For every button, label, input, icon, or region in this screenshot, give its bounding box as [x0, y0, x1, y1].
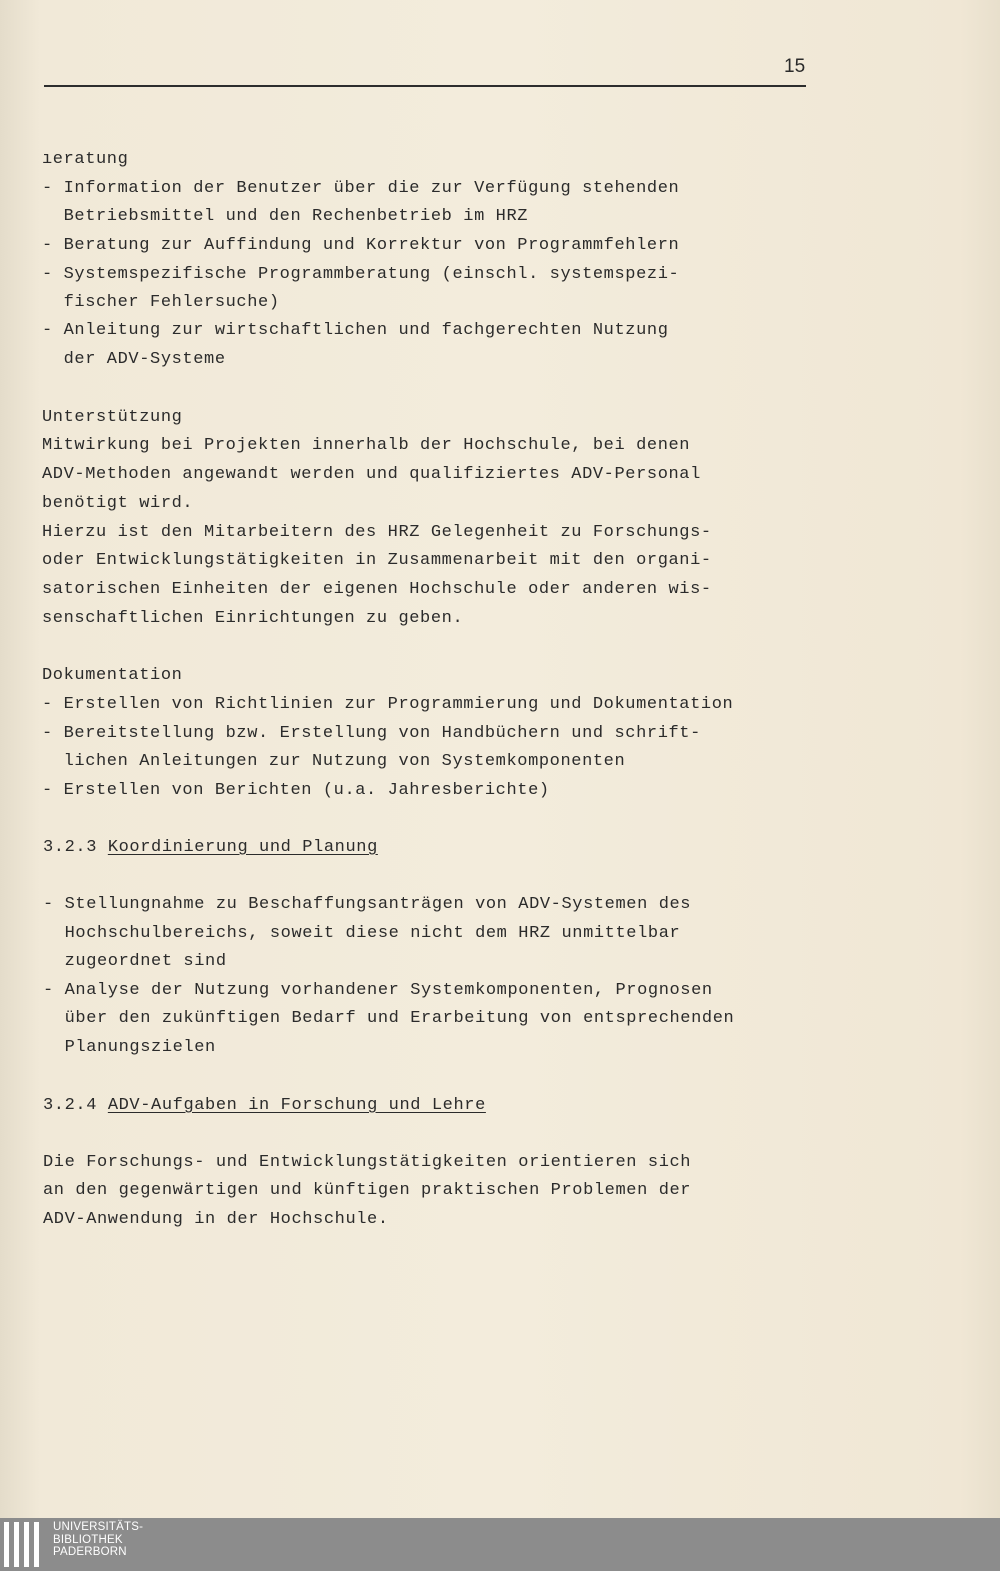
text-line: satorischen Einheiten der eigenen Hochschule oder anderen wis- — [42, 580, 712, 599]
logo-line: BIBLIOTHEK — [53, 1533, 123, 1546]
section-number: 3.2.3 — [43, 838, 98, 857]
library-bars-icon — [4, 1522, 48, 1567]
text-line: lichen Anleitungen zur Nutzung von Systemkomponenten — [42, 752, 626, 771]
text-line: Planungszielen — [43, 1038, 216, 1057]
text-line: ADV-Anwendung in der Hochschule. — [43, 1210, 389, 1229]
library-footer — [0, 1518, 1000, 1571]
heading-beratung: ıeratung — [42, 150, 129, 169]
section-title: ADV-Aufgaben in Forschung und Lehre — [107, 1096, 486, 1115]
text-line: - Erstellen von Berichten (u.a. Jahresberichte) — [42, 781, 550, 800]
text-line: - Systemspezifische Programmberatung (einschl. systemspezi- — [42, 265, 680, 284]
text-line: Hierzu ist den Mitarbeitern des HRZ Gelegenheit zu Forschungs- — [42, 523, 712, 542]
library-logo-text — [53, 1521, 143, 1559]
header-rule — [44, 85, 806, 87]
text-line: - Stellungnahme zu Beschaffungsanträgen von ADV-Systemen des — [43, 895, 692, 914]
text-line: - Information der Benutzer über die zur Verfügung stehenden — [42, 179, 680, 198]
text-line: - Beratung zur Auffindung und Korrektur von Programmfehlern — [42, 236, 680, 255]
logo-line: PADERBORN — [53, 1546, 127, 1558]
text-line: senschaftlichen Einrichtungen zu geben. — [42, 609, 464, 628]
text-line: - Analyse der Nutzung vorhandener Systemkomponenten, Prognosen — [43, 981, 713, 1000]
section-heading-3-2-4 — [43, 1096, 486, 1116]
heading-dokumentation: Dokumentation — [42, 666, 183, 685]
text-line: der ADV-Systeme — [42, 350, 226, 369]
page-number: 15 — [784, 56, 806, 77]
text-line: Die Forschungs- und Entwicklungstätigkeiten orientieren sich — [43, 1153, 692, 1172]
text-line: über den zukünftigen Bedarf und Erarbeitung von entsprechenden — [43, 1009, 735, 1028]
text-line: - Bereitstellung bzw. Erstellung von Handbüchern und schrift- — [42, 724, 701, 743]
text-line: benötigt wird. — [42, 494, 194, 513]
text-line: zugeordnet sind — [43, 952, 227, 971]
text-line: - Anleitung zur wirtschaftlichen und fachgerechten Nutzung — [42, 321, 669, 340]
text-line: an den gegenwärtigen und künftigen praktischen Problemen der — [43, 1181, 692, 1200]
text-line: fischer Fehlersuche) — [42, 293, 280, 312]
text-line: - Erstellen von Richtlinien zur Programmierung und Dokumentation — [42, 695, 734, 714]
text-line: Mitwirkung bei Projekten innerhalb der Hochschule, bei denen — [42, 436, 691, 455]
text-line: Hochschulbereichs, soweit diese nicht dem HRZ unmittelbar — [43, 924, 681, 943]
section-heading-3-2-3 — [43, 838, 378, 858]
text-line: Betriebsmittel und den Rechenbetrieb im HRZ — [42, 207, 529, 226]
text-line: ADV-Methoden angewandt werden und qualifiziertes ADV-Personal — [42, 465, 701, 484]
heading-unterstuetzung: Unterstützung — [42, 408, 183, 427]
text-line: oder Entwicklungstätigkeiten in Zusammenarbeit mit den organi- — [42, 551, 712, 570]
section-title: Koordinierung und Planung — [107, 838, 378, 857]
logo-line: UNIVERSITÄTS- — [53, 1521, 144, 1533]
section-number: 3.2.4 — [43, 1096, 98, 1115]
